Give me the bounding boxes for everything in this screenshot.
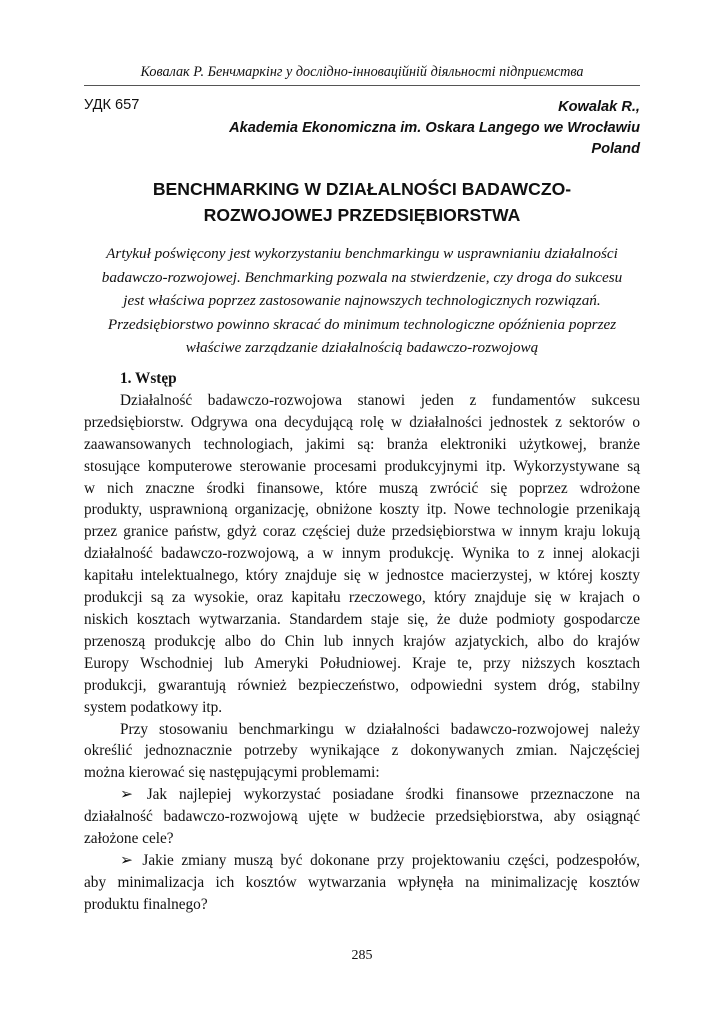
paragraph-line: można kierować się następującymi problemami:	[84, 764, 380, 782]
arrow-bullet-icon: ➢	[120, 851, 133, 869]
paragraph-line: system podatkowy itp.	[84, 698, 223, 716]
paragraph-line: niskich kosztach wytwarzania. Standardem staje się, że duże podmioty gospodarcze	[84, 610, 640, 628]
bullet-line	[84, 784, 640, 806]
author-block	[229, 97, 640, 160]
author-country: Poland	[591, 141, 640, 157]
paragraph-line: w nich znaczne środki finansowe, które muszą zwrócić się poprzez wdrożone	[84, 479, 640, 497]
bullet-item	[84, 784, 640, 850]
paragraph-line: przenoszą produkcję albo do Chin lub innych krajów azjatyckich, albo do krajów	[84, 632, 640, 650]
arrow-bullet-icon: ➢	[120, 786, 133, 804]
paragraph-line: produkcji są za wysokie, oraz kapitału rzeczowego, który znajduje się w krajach o	[84, 589, 640, 607]
section-heading: 1. Wstęp	[120, 370, 177, 387]
running-head: Ковалак Р. Бенчмаркінг у дослідно-інноваційній діяльності підприємства	[84, 64, 640, 86]
bullet-text: Jakie zmiany muszą być dokonane przy projektowaniu części, podzespołów,	[142, 851, 641, 869]
bullet-line: działalność badawczo-rozwojową ujęte w budżecie przedsiębiorstwa, aby osiągnąć	[84, 808, 640, 826]
bullet-line: produktu finalnego?	[84, 895, 208, 913]
paragraph-line: kapitału intelektualnego, który znajduje się w jednostce macierzystej, w której koszty	[84, 567, 640, 585]
paragraph-line: Działalność badawczo-rozwojowa stanowi jeden z fundamentów sukcesu	[120, 391, 640, 409]
paragraph-intro	[84, 390, 640, 719]
bullet-line	[84, 850, 640, 872]
udc-code: УДК 657	[84, 97, 140, 113]
paragraph-line: zaawansowanych technologiach, jakimi są: branża elektroniki użytkowej, branże	[84, 435, 640, 453]
title-line: BENCHMARKING W DZIAŁALNOŚCI BADAWCZO-	[152, 179, 572, 199]
paragraph-line: działalność badawczo-rozwojową, a w innym produkcję. Wynika to z innej alokacji	[84, 545, 640, 563]
article-title	[84, 176, 640, 228]
abstract-line: jest właściwa poprzez zastosowanie najnowszych technologicznych rozwiązań.	[123, 292, 601, 309]
bullet-line: aby minimalizacja ich kosztów wytwarzania wpłynęła na minimalizację kosztów	[84, 873, 640, 891]
paragraph-line: stosujące komputerowe sterowanie procesami produkcyjnymi itp. Wykorzystywane są	[84, 457, 640, 475]
paragraph-line: Przy stosowaniu benchmarkingu w działalności badawczo-rozwojowej należy	[120, 720, 640, 738]
paragraph-benchmarking	[84, 719, 640, 785]
author-affiliation: Akademia Ekonomiczna im. Oskara Langego we Wrocławiu	[229, 120, 640, 136]
paragraph-line: produkcji, gwarantują również bezpieczeństwo, odpowiedni system dróg, stabilny	[84, 676, 640, 694]
paragraph-line: określić jednoznacznie potrzeby wynikające z dokonywanych zmian. Najczęściej	[84, 742, 640, 760]
bullet-item	[84, 850, 640, 916]
paragraph-line: przez granice państw, gdyż coraz częściej duże przedsiębiorstwa w innym kraju lokują	[84, 523, 640, 541]
paragraph-line: przedsiębiorstw. Odgrywa ona decydującą rolę w działalności jednostek z sektorów o	[84, 413, 640, 431]
abstract-line: Przedsiębiorstwo powinno skracać do minimum technologiczne opóźnienia poprzez	[107, 315, 617, 333]
paragraph-line: Europy Wschodniej lub Ameryki Południowej. Kraje te, przy niższych kosztach	[84, 654, 640, 672]
bullet-line: założone cele?	[84, 830, 174, 848]
abstract-line: Artykuł poświęcony jest wykorzystaniu benchmarkingu w usprawnianiu działalności	[106, 245, 618, 262]
bullet-text: Jak najlepiej wykorzystać posiadane środki finansowe przeznaczone na	[146, 786, 640, 804]
page-number: 285	[351, 948, 373, 963]
body-text	[84, 368, 640, 916]
title-line: ROZWOJOWEJ PRZEDSIĘBIORSTWA	[203, 205, 521, 225]
author-name: Kowalak R.,	[558, 99, 640, 115]
abstract-line: badawczo-rozwojowej. Benchmarking pozwala na stwierdzenie, czy droga do sukcesu	[101, 268, 623, 286]
abstract	[84, 242, 640, 360]
paragraph-line: produkty, usprawnioną organizację, obniżone koszty itp. Nowe technologie przenikają	[84, 501, 640, 519]
abstract-line: właściwe zarządzanie działalnością badawczo-rozwojową	[185, 339, 539, 356]
